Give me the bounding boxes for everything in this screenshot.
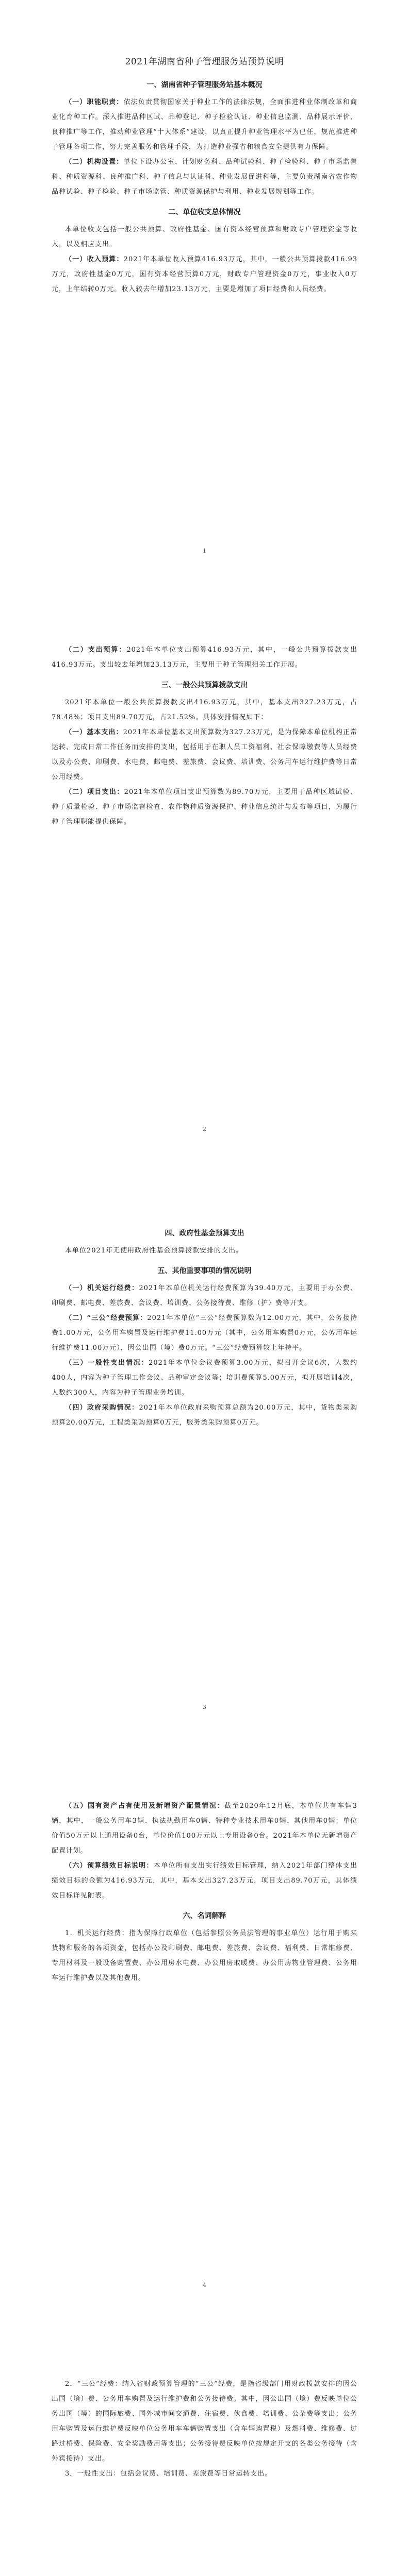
paragraph-budget-scope: 本单位收支包括一般公共预算、政府性基金、国有资本经营预算和财政专户管理资金等收入，以及相应支出。 bbox=[52, 226, 357, 248]
paragraph-term-three-public: 2．“三公”经费：纳入省财政预算管理的“三公”经费，是指省级部门用财政拨款安排的因公出国（境）费、公务用车购置及运行维护费和公务接待费。其中，因公出国（境）费反映单位公务出国（境）的国际旅费、国外城市间交通费、住宿费、伙食费、培训费、公杂费等支出；公务用车购置及运行维护费反映单位公务用车车辆购置支出（含车辆购置税）及燃料费、维修费、过路过桥费、保险费、安全奖励费用等支出；公务接待费反映单位按规定开支的各类公务接待（含外宾接待）支出。 bbox=[52, 2380, 357, 2463]
section-heading-1: 一、湖南省种子管理服务站基本概况 bbox=[146, 81, 263, 89]
page-number: 4 bbox=[203, 2282, 206, 2289]
paragraph-body: 本单位所有支出实行绩效目标管理，纳入2021年部门整体支出绩效目标的金额为416.93万元，其中，基本支出327.23万元，项目支出89.70万元，具体绩效目标详见附表。 bbox=[52, 1862, 357, 1900]
document-page-2 bbox=[0, 578, 409, 1156]
paragraph-performance-goals bbox=[52, 1858, 357, 1903]
document-page-1 bbox=[0, 0, 409, 578]
paragraph-term-general: 3．一般性支出：包括会议费、培训费、差旅费等日常运转支出。 bbox=[65, 2470, 272, 2478]
paragraph-lead: （四）政府采购情况： bbox=[65, 1404, 139, 1412]
document-page-4 bbox=[0, 1734, 409, 2312]
paragraph-lead: （二）项目支出： bbox=[65, 788, 124, 796]
paragraph-general-expenditure bbox=[52, 1355, 357, 1400]
paragraph-project-expenditure bbox=[52, 785, 357, 829]
paragraph-three-public-costs bbox=[52, 1311, 357, 1355]
paragraph-fund-budget: 本单位2021年无使用政府性基金预算拨款安排的支出。 bbox=[65, 1247, 243, 1255]
section-heading-6: 六、名词解释 bbox=[183, 1912, 226, 1920]
paragraph-body: 2021年本单位“三公”经费预算数为12.00万元，其中，公务接待费1.00万元，公务用车购置及运行维护费11.00万元（其中，公务用车购置0万元，公务用车运行维护费11.00万元），因公出国（境）费0万元。“三公”经费预算较上年持平。 bbox=[52, 1314, 357, 1352]
paragraph-procurement bbox=[52, 1400, 357, 1430]
paragraph-lead: （二）机构设置： bbox=[65, 158, 124, 166]
paragraph-lead: （二）支出预算： bbox=[65, 646, 127, 654]
paragraph-organization bbox=[52, 155, 357, 199]
paragraph-duties bbox=[52, 95, 357, 155]
paragraph-lead: （一）机关运行经费： bbox=[65, 1284, 139, 1292]
paragraph-basic-expenditure bbox=[52, 725, 357, 785]
document-page-3 bbox=[0, 1156, 409, 1734]
paragraph-income-budget bbox=[52, 252, 357, 297]
paragraph-lead: （六）预算绩效目标说明： bbox=[65, 1862, 154, 1870]
section-heading-2: 二、单位收支总体情况 bbox=[168, 208, 241, 216]
paragraph-lead: （二）“三公”经费预算： bbox=[65, 1314, 148, 1322]
paragraph-body: 2021年本单位项目支出预算数为89.70万元，主要用于品种区域试验、种子质量检验、种子市场监督检查、农作物种质资源保护、种业信息统计与发布等项目，为履行种子管理职能提供保障。 bbox=[52, 788, 357, 826]
section-heading-4: 四、政府性基金预算支出 bbox=[165, 1229, 244, 1238]
paragraph-body: 单位下设办公室、计划财务科、品种试验科、种子检验科、种子市场监督科、种质资源科、良种推广科、种子信息与认证科、种业发展促进科等，主要负责湖南省农作物品种试验、种子检验、种子市场监管、种质资源保护与利用、种业发展规划等工作。 bbox=[52, 158, 357, 196]
page-number: 2 bbox=[203, 1126, 206, 1132]
paragraph-body: 2021年本单位收入预算416.93万元，其中，一般公共预算拨款416.93万元，政府性基金0万元，国有资本经营预算0万元，财政专户管理资金0万元，事业收入0万元，上年结转0万元。收入较去年增加23.13万元，主要是增加了项目经费和人员经费。 bbox=[52, 256, 357, 293]
paragraph-body: 依法负责贯彻国家关于种业工作的法律法规，全面推进种业体制改革和商业化育种工作。深入推进品种区试、品种登记、种子检验认证、种业信息监测、品种展示评价、良种推广等工作，推动种业管理“十大体系”建设，以真正提升种业管理水平为已任，规范推进种子管理各项工作，努力完善服务和管理手段，为打造种业强省和粮食安全提供有力保障。 bbox=[52, 98, 357, 151]
paragraph-body: 2021年本单位基本支出预算数为327.23万元，是为保障本单位机构正常运转、完成日常工作任务而安排的支出，包括用于在职人员工资福利、社会保障缴费等人员经费以及办公费、印刷费、水电费、邮电费、差旅费、会议费、培训费、公务用车运行维护费等日常公用经费。 bbox=[52, 728, 357, 781]
page-number: 1 bbox=[203, 548, 206, 554]
paragraph-operating-costs bbox=[52, 1281, 357, 1311]
section-heading-5: 五、其他重要事项的情况说明 bbox=[157, 1267, 252, 1275]
paragraph-body: 2021年本单位支出预算416.93万元，其中，一般公共预算拨款支出416.93万元。支出较去年增加23.13万元，主要用于种子管理相关工作开展。 bbox=[52, 646, 357, 669]
paragraph-body: 2021年本单位机关运行经费预算为39.40万元，主要用于办公费、印刷费、邮电费、差旅费、会议费、培训费、公务接待费、维修（护）费等开支。 bbox=[52, 1284, 357, 1307]
paragraph-term-operating-costs: 1．机关运行经费：指为保障行政单位（包括参照公务员法管理的事业单位）运行用于购买货物和服务的各项资金，包括办公及印刷费、邮电费、差旅费、会议费、福利费、日常维修费、专用材料及一般设备购置费、办公用房水电费、办公用房取暖费、办公用房物业管理费、公务用车运行维护费以及其他费用。 bbox=[52, 1929, 357, 1982]
paragraph-body: 截至2020年12月底，本单位共有车辆3辆，其中，一般公务用车3辆、执法执勤用车0辆、特种专业技术用车0辆、其他用车0辆；单位价值50万元以上通用设备0台，单位价值100万元以上专用设备0台。2021年本单位无新增资产配置计划。 bbox=[52, 1802, 357, 1855]
paragraph-general-budget: 2021年本单位一般公共预算拨款支出416.93万元，其中，基本支出327.23万元，占78.48%；项目支出89.70万元，占21.52%。具体安排情况如下： bbox=[52, 699, 357, 721]
paragraph-lead: （一）职能职责： bbox=[65, 98, 124, 106]
paragraph-expenditure-budget bbox=[52, 642, 357, 672]
paragraph-body: 2021年本单位会议费预算3.00万元，拟召开会议6次，人数约400人，内容为种子管理工作会议、品种审定会议等；培训费预算5.00万元，拟开展培训4次，人数约300人，内容为种子管理业务培训。 bbox=[52, 1359, 357, 1397]
paragraph-lead: （一）收入预算： bbox=[65, 256, 124, 263]
paragraph-lead: （五）国有资产占有使用及新增资产配置情况： bbox=[65, 1802, 225, 1810]
page-number: 3 bbox=[203, 1704, 206, 1710]
paragraph-lead: （三）一般性支出情况： bbox=[65, 1359, 149, 1367]
paragraph-lead: （一）基本支出： bbox=[65, 728, 123, 736]
paragraph-body: 2021年本单位政府采购预算总额为20.00万元，其中，货物类采购预算20.00万元，工程类采购预算0万元，服务类采购预算0万元。 bbox=[52, 1404, 357, 1427]
document-title: 2021年湖南省种子管理服务站预算说明 bbox=[125, 57, 284, 67]
paragraph-state-assets bbox=[52, 1799, 357, 1858]
document-page-5 bbox=[0, 2312, 409, 2576]
section-heading-3: 三、一般公共预算拨款支出 bbox=[161, 681, 248, 689]
